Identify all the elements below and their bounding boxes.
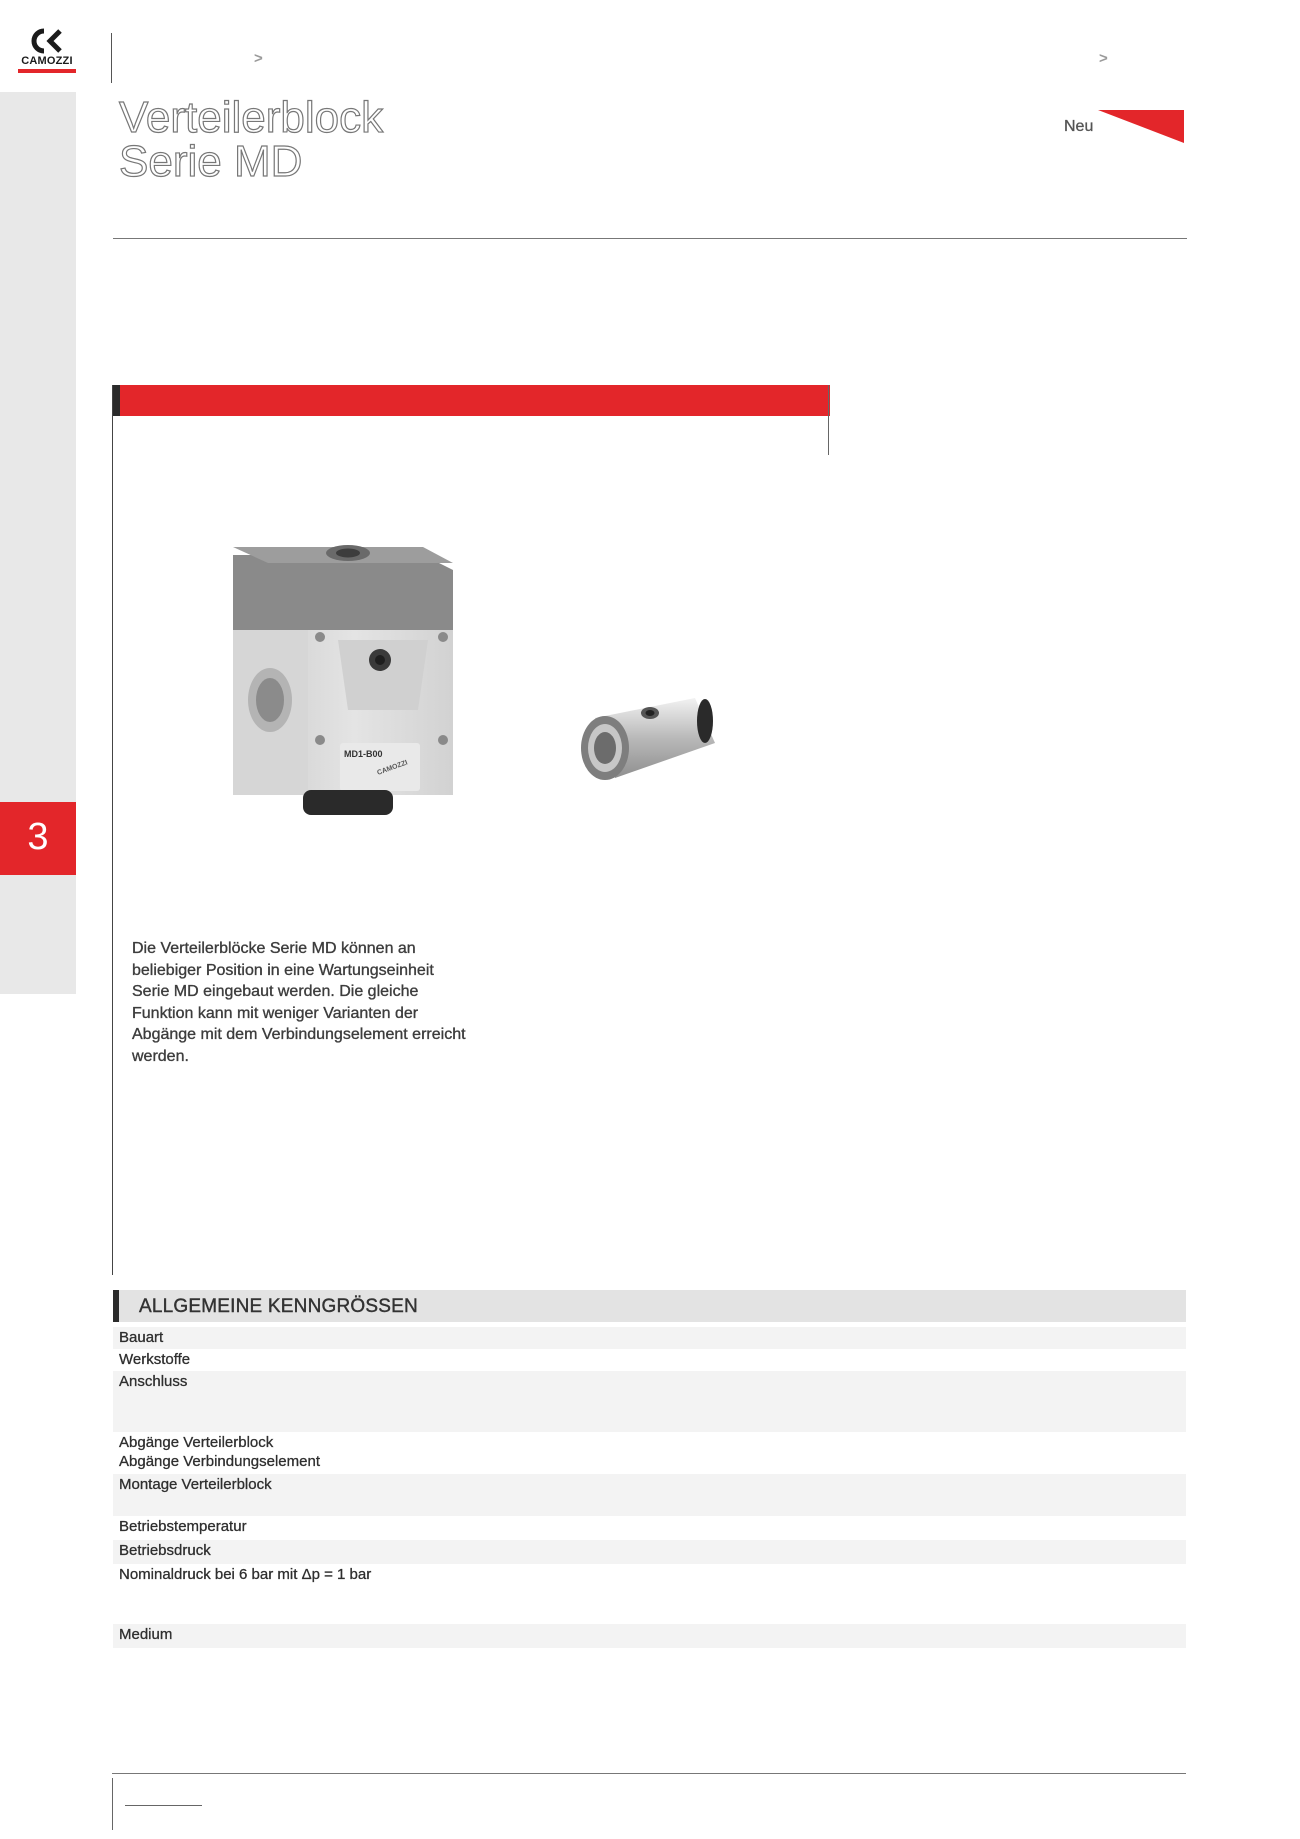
page-title-line2: Serie MD bbox=[119, 137, 303, 186]
spec-label: Bauart bbox=[119, 1329, 164, 1346]
header-divider bbox=[111, 33, 112, 83]
new-badge-label: Neu bbox=[1064, 118, 1094, 135]
page-title bbox=[119, 93, 384, 186]
title-rule bbox=[113, 238, 1187, 239]
new-flag-icon bbox=[1098, 110, 1184, 143]
spec-row bbox=[113, 1624, 1186, 1648]
connecting-element-image bbox=[565, 688, 725, 798]
spec-row bbox=[113, 1474, 1186, 1516]
spec-label: Nominaldruck bei 6 bar mit Δp = 1 bar bbox=[119, 1566, 372, 1583]
distribution-block-image bbox=[228, 535, 458, 815]
spec-label: Anschluss bbox=[119, 1373, 188, 1390]
section-bar-tick bbox=[828, 385, 829, 455]
spec-label: Betriebstemperatur bbox=[119, 1518, 247, 1535]
page-title-line1: Verteilerblock bbox=[119, 93, 384, 142]
camozzi-ck-icon bbox=[30, 28, 62, 54]
brand-name: CAMOZZI bbox=[21, 55, 73, 67]
spec-row bbox=[113, 1540, 1186, 1564]
spec-label: Medium bbox=[119, 1626, 173, 1643]
block-brand-label: CAMOZZI bbox=[376, 759, 409, 777]
specs-title: ALLGEMEINE KENNGRÖSSEN bbox=[139, 1296, 418, 1317]
content-column-line bbox=[112, 385, 113, 1275]
spec-row bbox=[113, 1516, 1186, 1540]
specs-header bbox=[113, 1290, 1186, 1322]
specs-table bbox=[113, 1327, 1186, 1648]
footer-divider bbox=[112, 1778, 113, 1830]
chapter-sidebar bbox=[0, 92, 76, 994]
chapter-tab[interactable] bbox=[0, 802, 76, 875]
spec-label: Abgänge Verbindungselement bbox=[119, 1453, 320, 1470]
breadcrumb-separator: > bbox=[254, 50, 263, 67]
footer-short-rule bbox=[125, 1805, 202, 1806]
spec-label: Abgänge Verteilerblock bbox=[119, 1434, 274, 1451]
spec-row bbox=[113, 1432, 1186, 1474]
camozzi-logo bbox=[16, 28, 78, 76]
logo-underline bbox=[18, 69, 76, 73]
spec-label: Montage Verteilerblock bbox=[119, 1476, 272, 1493]
spec-label: Werkstoffe bbox=[119, 1351, 191, 1368]
spec-row bbox=[113, 1564, 1186, 1624]
block-model-label: MD1-B00 bbox=[344, 749, 383, 759]
spec-label: Betriebsdruck bbox=[119, 1542, 211, 1559]
spec-row bbox=[113, 1327, 1186, 1349]
breadcrumb-separator: > bbox=[1099, 50, 1108, 67]
spec-row bbox=[113, 1349, 1186, 1371]
section-bar bbox=[113, 385, 830, 416]
footer-rule bbox=[112, 1773, 1186, 1774]
chapter-number: 3 bbox=[27, 816, 49, 858]
product-description: Die Verteilerblöcke Serie MD können an beliebiger Position in eine Wartungseinheit Serie MD eingebaut werden. Die gleiche Funktion kann mit weniger Varianten der Abgänge mit dem Verbindungselement erreicht werden. bbox=[132, 940, 466, 1065]
spec-row bbox=[113, 1371, 1186, 1432]
